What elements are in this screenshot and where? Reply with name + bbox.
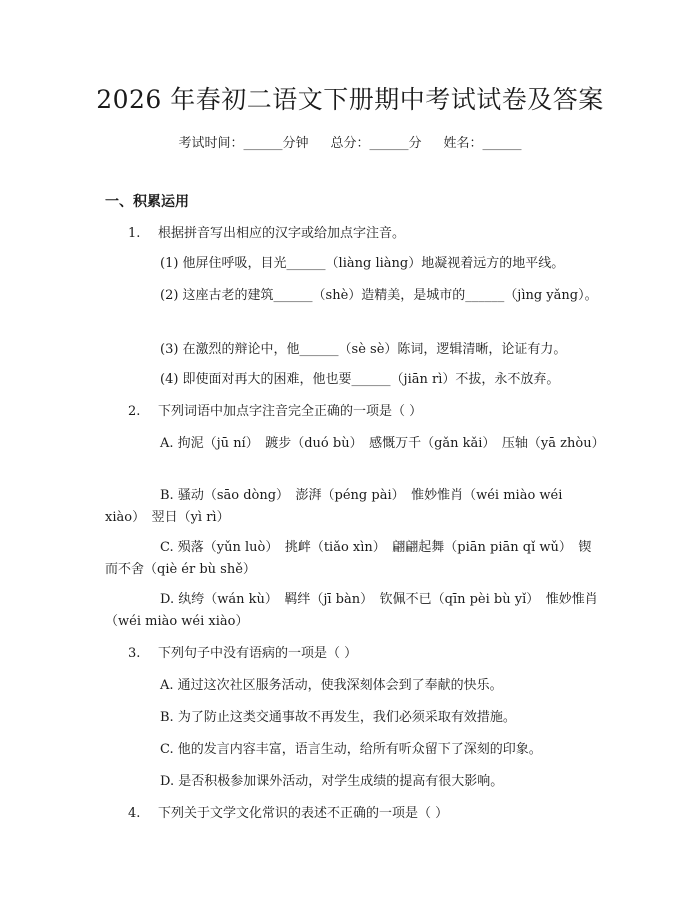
- q2-option-d: D. 纨绔（wán kù） 羁绊（jī bàn） 钦佩不已（qīn pèi bù yǐ） 惟妙惟肖（wéi miào wéi xiào）: [105, 592, 598, 629]
- question-number: 4.: [128, 806, 141, 821]
- q1-item-4: (4) 即使面对再大的困难，他也要______（jiān rì）不拔，永不放弃。: [160, 372, 560, 387]
- q2-option-a: A. 拘泥（jū ní） 踱步（duó bù） 感慨万千（gǎn kǎi） 压轴（yā zhòu）: [160, 436, 605, 451]
- q3-option-b: B. 为了防止这类交通事故不再发生，我们必须采取有效措施。: [160, 710, 516, 725]
- q2-option-b: B. 骚动（sāo dòng） 澎湃（péng pài） 惟妙惟肖（wéi miào wéi xiào） 翌日（yì rì）: [105, 488, 563, 525]
- total-score-field: 总分：______分: [330, 136, 422, 151]
- exam-meta: [0, 132, 700, 151]
- question-text: 下列词语中加点字注音完全正确的一项是（ ）: [158, 404, 423, 419]
- question-number: 2.: [128, 404, 141, 419]
- q1-item-1: (1) 他屏住呼吸，目光______（liàng liàng）地凝视着远方的地平线。: [160, 256, 565, 271]
- q3-option-a: A. 通过这次社区服务活动，使我深刻体会到了奉献的快乐。: [160, 678, 503, 693]
- exam-title: 2026 年春初二语文下册期中考试试卷及答案: [96, 85, 604, 114]
- question-2: [128, 401, 608, 423]
- question-3: [128, 643, 608, 665]
- question-text: 下列关于文学文化常识的表述不正确的一项是（ ）: [158, 806, 449, 821]
- q3-option-c: C. 他的发言内容丰富，语言生动，给所有听众留下了深刻的印象。: [160, 742, 542, 757]
- student-name-field: 姓名：______: [443, 136, 522, 151]
- exam-time-field: 考试时间：______分钟: [178, 136, 309, 151]
- q1-item-2: (2) 这座古老的建筑______（shè）造精美，是城市的______（jìng yǎng）。: [160, 288, 598, 303]
- question-1: [128, 223, 608, 245]
- question-number: 1.: [128, 226, 141, 241]
- question-text: 下列句子中没有语病的一项是（ ）: [158, 646, 358, 661]
- question-4: [128, 803, 608, 825]
- q2-option-c: C. 殒落（yǔn luò） 挑衅（tiǎo xìn） 翩翩起舞（piān piān qǐ wǔ） 锲而不舍（qiè ér bù shě）: [105, 540, 592, 577]
- q3-option-d: D. 是否积极参加课外活动，对学生成绩的提高有很大影响。: [160, 774, 504, 789]
- question-number: 3.: [128, 646, 141, 661]
- q1-item-3: (3) 在激烈的辩论中，他______（sè sè）陈词，逻辑清晰，论证有力。: [160, 342, 567, 357]
- section-heading-1: 一、积累运用: [105, 194, 189, 210]
- question-text: 根据拼音写出相应的汉字或给加点字注音。: [158, 226, 406, 241]
